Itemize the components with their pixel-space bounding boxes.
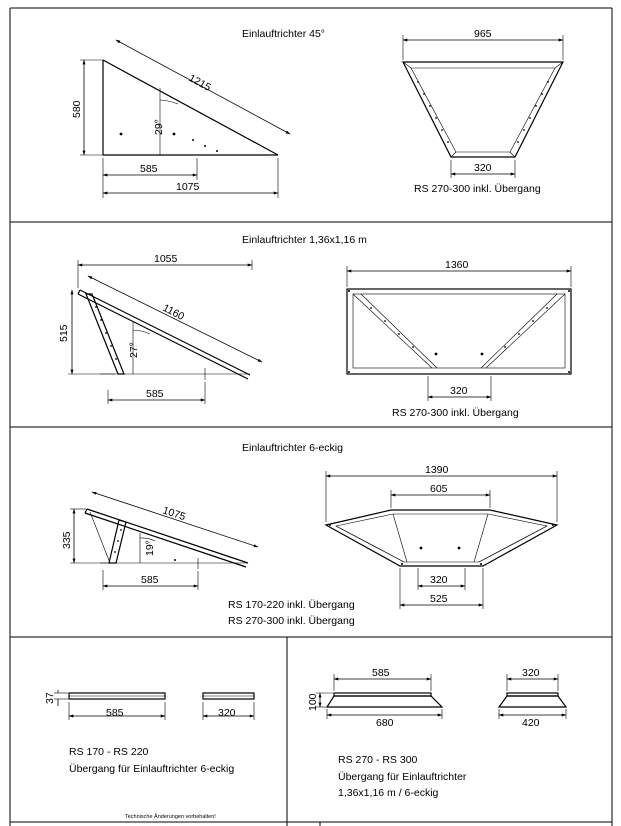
s1-dim-hyp [116, 40, 290, 134]
s4l-caption-2: Übergang für Einlauftrichter 6-eckig [69, 763, 235, 775]
s4l-caption-1: RS 170 - RS 220 [69, 746, 149, 758]
section-2-title: Einlauftrichter 1,36x1,16 m [242, 234, 367, 246]
s3-caption-1: RS 170-220 inkl. Übergang [228, 599, 355, 611]
s2-base-inner-label: 585 [146, 388, 164, 400]
s3-front-bottom-total-label: 525 [430, 593, 448, 605]
s1-caption: RS 270-300 inkl. Übergang [414, 183, 541, 195]
s1-dim-height [71, 60, 103, 155]
section-3 [61, 442, 557, 627]
s4r-caption-2: Übergang für Einlauftrichter [338, 771, 467, 783]
s4l-dim-37 [44, 690, 68, 706]
s4l-dim-320 [203, 702, 254, 720]
s2-height-label: 515 [58, 324, 70, 342]
s1-dim-965 [403, 28, 563, 60]
s4r-height-label: 100 [307, 693, 319, 711]
s1-hyp-label: 1215 [186, 72, 213, 94]
hole [173, 133, 176, 136]
s3-height-label: 335 [61, 531, 73, 549]
section-4-right [307, 667, 566, 799]
s1-dim-585 [103, 158, 197, 180]
hole [216, 150, 218, 152]
s4r-caption-3: 1,36x1,16 m / 6-eckig [338, 787, 439, 799]
s4r-part-a [327, 693, 442, 707]
s3-front-bottom-label: 320 [430, 574, 448, 586]
s4r-top-a-label: 585 [372, 667, 390, 679]
s3-hyp-label: 1075 [161, 504, 188, 524]
s1-height-label: 580 [71, 100, 83, 118]
s2-caption: RS 270-300 inkl. Übergang [392, 407, 519, 419]
s4l-width-b-label: 320 [218, 707, 236, 719]
s4l-part-b [203, 693, 254, 699]
s2-front-bottom-label: 320 [450, 385, 468, 397]
s3-dim-height [61, 509, 108, 563]
s3-front-total-label: 1390 [425, 464, 449, 476]
s1-base-inner-label: 585 [140, 163, 158, 175]
s3-angle-label: 19° [144, 540, 156, 556]
s4r-caption-1: RS 270 - RS 300 [338, 754, 418, 766]
s1-angle-label: 29° [153, 119, 165, 135]
section-1-title: Einlauftrichter 45° [242, 28, 325, 40]
s2-dim-1055 [78, 253, 252, 288]
s2-front-top-label: 1360 [445, 259, 469, 271]
s4l-dim-585 [69, 702, 165, 720]
s3-front-mid-label: 605 [430, 483, 448, 495]
s4l-width-a-label: 585 [106, 707, 124, 719]
s3-front-view [326, 510, 557, 566]
s4r-dim-585 [334, 667, 431, 691]
s2-angle-label: 27° [128, 342, 140, 358]
s2-dim-1360 [347, 259, 571, 287]
s1-dim-1075 [103, 158, 278, 198]
s1-front-top-label: 965 [474, 28, 492, 40]
s3-caption-2: RS 270-300 inkl. Übergang [228, 615, 355, 627]
s4l-part-a [69, 693, 165, 699]
s4l-height-label: 37 [44, 692, 56, 704]
s1-front-view [403, 62, 563, 157]
hole [204, 145, 206, 147]
section-2 [58, 234, 571, 419]
s3-base-inner-label: 585 [141, 574, 159, 586]
s1-front-bottom-label: 320 [474, 162, 492, 174]
s2-side-view [78, 290, 250, 380]
s1-base-total-label: 1075 [176, 181, 200, 193]
footer-note: Technische Änderungen vorbehalten! [125, 814, 216, 820]
section-1 [71, 28, 563, 198]
s3-dim-605 [391, 483, 490, 508]
s4r-part-b [499, 693, 566, 707]
s3-side-view [85, 509, 248, 569]
hole [192, 139, 194, 141]
s4r-bottom-b-label: 420 [522, 717, 540, 729]
s2-hyp-label: 1160 [160, 301, 187, 323]
s2-dim-320 [428, 376, 491, 401]
s4r-bottom-a-label: 680 [376, 717, 394, 729]
s2-front-view [347, 289, 571, 374]
section-4-left [44, 690, 254, 775]
s3-dim-320 [418, 568, 465, 590]
s4r-dim-420 [499, 709, 566, 729]
section-3-title: Einlauftrichter 6-eckig [242, 442, 343, 454]
s2-dim-585 [108, 382, 205, 404]
hole [120, 133, 123, 136]
s1-dim-320 [451, 160, 515, 178]
s2-top-width-label: 1055 [154, 253, 178, 265]
s4r-dim-680 [327, 709, 442, 729]
s4r-dim-100 [307, 693, 333, 711]
s4r-top-b-label: 320 [522, 667, 540, 679]
s4r-dim-320 [507, 667, 558, 691]
s3-dim-585 [103, 570, 198, 590]
